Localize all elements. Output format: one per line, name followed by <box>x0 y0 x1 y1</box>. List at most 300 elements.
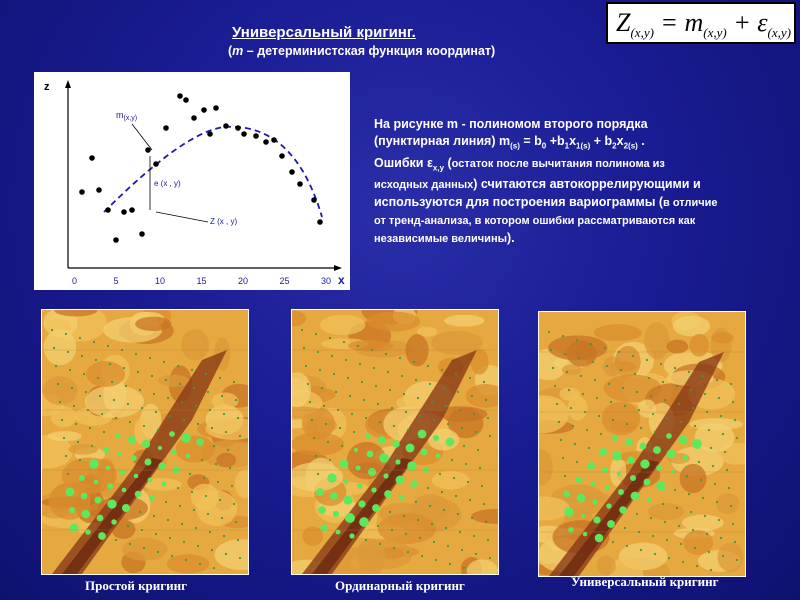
sample-point <box>81 355 83 357</box>
desc-line-6: от тренд-анализа, в котором ошибки рассматриваются как <box>374 215 696 227</box>
sample-point <box>634 373 636 375</box>
sample-point <box>595 534 604 543</box>
sample-point <box>217 481 219 483</box>
sample-point <box>610 401 612 403</box>
sample-point <box>97 377 99 379</box>
sample-point <box>399 495 404 500</box>
sample-point <box>736 559 738 561</box>
sample-point <box>619 506 626 513</box>
sample-point <box>371 487 376 492</box>
sample-point <box>605 486 610 491</box>
surface-patch <box>718 543 744 572</box>
sample-point <box>712 465 714 467</box>
sample-point <box>67 351 69 353</box>
sample-point <box>157 551 159 553</box>
sample-point <box>317 473 319 475</box>
sample-point <box>560 439 562 441</box>
x-tick-label: 20 <box>238 276 249 286</box>
sample-point <box>148 478 153 483</box>
surface-patch <box>695 423 735 453</box>
sample-point <box>574 443 576 445</box>
sample-point <box>632 355 634 357</box>
sample-point <box>196 438 204 446</box>
sample-point <box>223 535 225 537</box>
sample-point <box>59 401 61 403</box>
sample-point <box>435 559 437 561</box>
sample-point <box>359 363 361 365</box>
x-tick-label: 15 <box>196 276 207 286</box>
sample-point <box>65 333 67 335</box>
surface-patch <box>594 324 642 341</box>
sample-point <box>429 383 431 385</box>
sample-point <box>363 399 365 401</box>
sample-point <box>383 473 388 478</box>
sample-point <box>309 401 311 403</box>
sample-point <box>656 481 665 490</box>
surface-patch <box>716 493 739 514</box>
data-point <box>241 131 247 137</box>
sample-point <box>221 395 223 397</box>
sample-point <box>66 488 75 497</box>
sample-point <box>403 393 405 395</box>
sample-point <box>191 369 193 371</box>
sample-point <box>177 365 179 367</box>
sample-point <box>189 473 191 475</box>
sample-point <box>554 385 556 387</box>
sample-point <box>347 377 349 379</box>
sample-point <box>405 533 407 535</box>
sample-point <box>385 353 387 355</box>
sample-point <box>67 473 69 475</box>
sample-point <box>433 419 435 421</box>
data-point <box>96 187 102 193</box>
sample-point <box>471 517 473 519</box>
sample-point <box>469 499 471 501</box>
surface-patch <box>644 322 669 359</box>
sample-point <box>556 403 558 405</box>
sample-point <box>351 413 353 415</box>
sample-point <box>219 377 221 379</box>
sample-point <box>345 513 355 523</box>
x-tick-label: 30 <box>321 276 332 286</box>
sample-point <box>582 393 584 395</box>
sample-point <box>339 427 341 429</box>
sample-point <box>181 433 191 443</box>
sample-point <box>343 341 345 343</box>
sample-point <box>487 539 489 541</box>
sample-point <box>344 480 349 485</box>
data-point <box>223 123 229 129</box>
y-axis-arrow <box>65 80 71 88</box>
sample-point <box>107 345 109 347</box>
sample-point <box>477 449 479 451</box>
sample-point <box>417 397 419 399</box>
sample-point <box>399 357 401 359</box>
sample-point <box>461 427 463 429</box>
sample-point <box>686 475 688 477</box>
sample-point <box>169 415 171 417</box>
sample-point <box>319 369 321 371</box>
sample-point <box>359 517 369 527</box>
sample-point <box>349 395 351 397</box>
sample-point <box>710 569 712 571</box>
x-tick-label: 10 <box>155 276 166 286</box>
sample-point <box>722 433 724 435</box>
sample-point <box>71 387 73 389</box>
sample-point <box>367 451 374 458</box>
sample-point <box>303 347 305 349</box>
sample-point <box>169 537 171 539</box>
sample-point <box>587 462 595 470</box>
sample-point <box>153 515 155 517</box>
sample-point <box>588 447 590 449</box>
sample-point <box>580 375 582 377</box>
sample-point <box>215 463 217 465</box>
sample-point <box>357 483 362 488</box>
sample-point <box>203 477 205 479</box>
sample-point <box>576 477 583 484</box>
sample-point <box>654 431 656 433</box>
sample-point <box>708 551 710 553</box>
sample-point <box>183 541 185 543</box>
sample-point <box>101 413 103 415</box>
sample-point <box>716 379 718 381</box>
sample-point <box>167 519 169 521</box>
graph-svg <box>34 72 350 290</box>
sample-point <box>377 525 379 527</box>
data-point <box>279 153 285 159</box>
sample-point <box>94 496 101 503</box>
sample-point <box>82 510 90 518</box>
surface-patch <box>366 311 420 331</box>
sample-point <box>612 451 621 460</box>
sample-point <box>483 503 485 505</box>
sample-point <box>631 492 640 501</box>
sample-point <box>391 407 393 409</box>
sample-point <box>405 411 407 413</box>
surface-patch <box>51 406 77 427</box>
desc-line-1: На рисунке m - полиномом второго порядка <box>374 117 648 131</box>
sample-point <box>467 481 469 483</box>
sample-point <box>223 413 225 415</box>
sample-point <box>550 349 552 351</box>
sample-point <box>237 539 239 541</box>
sample-point <box>81 493 88 500</box>
sample-point <box>69 507 75 513</box>
surface-patch <box>666 340 688 354</box>
desc-line-3: Ошибки $\varepsilon_{x,y}$ (остаток после вычитания полинома из <box>374 155 665 172</box>
data-point <box>145 147 151 153</box>
sample-point <box>427 365 429 367</box>
sample-point <box>419 415 421 417</box>
sample-point <box>650 395 652 397</box>
sample-point <box>463 567 465 569</box>
sample-point <box>321 387 323 389</box>
surface-patch <box>167 554 210 573</box>
sample-point <box>676 385 678 387</box>
desc-line-4: исходных данных) считаются автокоррелирующими и <box>374 177 701 191</box>
sample-point <box>353 431 355 433</box>
sample-point <box>698 461 700 463</box>
sample-point <box>704 515 706 517</box>
data-point <box>79 189 85 195</box>
sample-point <box>732 523 734 525</box>
sample-point <box>688 371 690 373</box>
sample-point <box>593 516 600 523</box>
sample-point <box>407 429 409 431</box>
surface-patch <box>86 361 125 387</box>
sample-point <box>129 421 131 423</box>
sample-point <box>443 387 445 389</box>
sample-point <box>724 451 726 453</box>
sample-point <box>548 331 550 333</box>
sample-point <box>653 446 661 454</box>
sample-point <box>457 513 459 515</box>
sample-point <box>714 483 716 485</box>
annotation-e: e (x , y) <box>154 179 181 188</box>
sample-point <box>233 503 235 505</box>
sample-point <box>327 441 329 443</box>
data-point <box>235 125 241 131</box>
sample-point <box>157 429 159 431</box>
sample-point <box>149 357 151 359</box>
sample-point <box>473 413 475 415</box>
sample-point <box>171 555 173 557</box>
surface-patch <box>648 503 685 520</box>
sample-point <box>445 405 447 407</box>
sample-point <box>134 474 138 478</box>
sample-point <box>418 430 427 439</box>
sample-point <box>207 391 209 393</box>
sample-point <box>596 397 598 399</box>
sample-point <box>622 387 624 389</box>
sample-point <box>475 431 477 433</box>
sample-point <box>734 419 736 421</box>
sample-point <box>57 383 59 385</box>
surface-patch <box>611 421 636 432</box>
sample-point <box>77 441 79 443</box>
sample-point <box>357 345 359 347</box>
sample-point <box>431 523 433 525</box>
sample-point <box>586 429 588 431</box>
sample-point <box>325 423 327 425</box>
sample-point <box>171 449 176 454</box>
sample-point <box>116 434 121 439</box>
sample-point <box>481 485 483 487</box>
sample-point <box>694 547 696 549</box>
sample-point <box>718 519 720 521</box>
subtitle-m: m <box>232 44 244 58</box>
sample-point <box>455 373 457 375</box>
sample-point <box>620 369 622 371</box>
sample-point <box>465 463 467 465</box>
description-text <box>374 116 784 248</box>
sample-point <box>648 377 650 379</box>
sample-point <box>185 559 187 561</box>
sample-point <box>384 490 392 498</box>
sample-point <box>127 525 129 527</box>
x-tick-label: 25 <box>279 276 290 286</box>
kriging-surface <box>539 312 745 576</box>
sample-point <box>608 383 610 385</box>
sample-point <box>191 491 193 493</box>
surface-patch <box>673 316 710 337</box>
sample-point <box>211 427 213 429</box>
sample-point <box>475 553 477 555</box>
sample-point <box>329 459 331 461</box>
sample-point <box>167 397 169 399</box>
sample-point <box>109 363 111 365</box>
sample-point <box>447 423 449 425</box>
sample-point <box>441 491 443 493</box>
sample-point <box>98 532 106 540</box>
sample-point <box>680 543 682 545</box>
sample-point <box>69 369 71 371</box>
sample-point <box>135 353 137 355</box>
sample-point <box>679 436 688 445</box>
sample-point <box>666 417 668 419</box>
sample-point <box>83 373 85 375</box>
sample-point <box>169 431 175 437</box>
sample-point <box>118 452 122 456</box>
annotation-z-pointer <box>156 212 208 222</box>
surface-patch <box>564 492 610 503</box>
sample-point <box>235 399 237 401</box>
sample-point <box>158 462 165 469</box>
sample-point <box>111 381 113 383</box>
desc-line-5: используются для построения вариограммы (в отличие <box>374 195 718 209</box>
sample-point <box>730 505 732 507</box>
surface-patch <box>212 393 239 410</box>
data-point <box>317 219 323 225</box>
sample-point <box>165 501 167 503</box>
sample-point <box>578 357 580 359</box>
sample-point <box>313 437 315 439</box>
sample-point <box>734 541 736 543</box>
sample-point <box>365 433 370 438</box>
sample-point <box>708 429 710 431</box>
sample-point <box>330 492 338 500</box>
sample-point <box>378 436 386 444</box>
sample-point <box>372 504 380 512</box>
sample-point <box>564 507 574 517</box>
sample-point <box>316 488 324 496</box>
subtitle-text: – детерминистская функция координат) <box>243 44 496 58</box>
sample-point <box>656 465 662 471</box>
sample-point <box>461 549 463 551</box>
sample-point <box>305 365 307 367</box>
sample-point <box>406 444 415 453</box>
sample-point <box>127 403 129 405</box>
sample-point <box>612 419 614 421</box>
sample-point <box>365 417 367 419</box>
data-point <box>121 209 127 215</box>
sample-point <box>392 440 400 448</box>
x-axis-label: x <box>338 273 345 287</box>
sample-point <box>197 423 199 425</box>
kriging-surface <box>42 310 248 574</box>
annotation-m: $m_{(x,y)}$ <box>116 110 138 122</box>
sample-point <box>115 417 117 419</box>
sample-point <box>722 555 724 557</box>
sample-point <box>485 399 487 401</box>
sample-point <box>201 459 203 461</box>
data-point <box>129 207 135 213</box>
sample-point <box>141 407 143 409</box>
sample-point <box>53 347 55 349</box>
sample-point <box>393 425 395 427</box>
data-point <box>207 131 213 137</box>
sample-point <box>720 415 722 417</box>
sample-point <box>562 457 564 459</box>
sample-point <box>682 561 684 563</box>
sample-point <box>471 395 473 397</box>
sample-point <box>135 491 141 497</box>
sample-point <box>193 509 195 511</box>
desc-line-2: (пунктирная линия) $m_{(s)} = b_0 +b_1x_{1(s)} + b_2x_{2(s)}$ . <box>374 134 645 151</box>
data-point <box>201 107 207 113</box>
data-point <box>105 207 111 213</box>
sample-point <box>213 445 215 447</box>
data-point <box>113 237 119 243</box>
sample-point <box>333 511 339 517</box>
sample-point <box>576 339 578 341</box>
sample-point <box>75 423 77 425</box>
sample-point <box>354 448 358 452</box>
sample-point <box>165 379 167 381</box>
sample-point <box>483 381 485 383</box>
sample-point <box>389 389 391 391</box>
sample-point <box>638 409 640 411</box>
sample-point <box>429 505 431 507</box>
sample-point <box>403 515 405 517</box>
sample-point <box>163 361 165 363</box>
sample-point <box>572 425 574 427</box>
sample-point <box>564 475 566 477</box>
sample-point <box>627 456 634 463</box>
sample-point <box>343 495 352 504</box>
sample-point <box>489 435 491 437</box>
sample-point <box>335 391 337 393</box>
data-point <box>213 105 219 111</box>
surface-patch <box>406 334 429 366</box>
slide-subtitle: (m – детерминистская функция координат) <box>228 44 496 58</box>
sample-point <box>449 563 451 565</box>
kriging-graph <box>34 72 350 290</box>
sample-point <box>107 499 116 508</box>
sample-point <box>209 531 211 533</box>
sample-point <box>379 543 381 545</box>
sample-point <box>331 355 333 357</box>
sample-point <box>225 431 227 433</box>
sample-point <box>181 401 183 403</box>
surface-patch <box>711 332 733 343</box>
data-point <box>153 161 159 167</box>
sample-point <box>720 537 722 539</box>
sample-point <box>640 427 642 429</box>
sample-point <box>239 435 241 437</box>
sample-point <box>626 423 628 425</box>
sample-point <box>315 333 317 335</box>
x-tick-label: 5 <box>113 276 119 286</box>
caption-universal-kriging: Универсальный кригинг <box>571 574 719 589</box>
sample-point <box>674 367 676 369</box>
sample-point <box>131 455 137 461</box>
sample-point <box>199 563 201 565</box>
sample-point <box>457 391 459 393</box>
sample-point <box>379 453 389 463</box>
sample-point <box>91 445 93 447</box>
